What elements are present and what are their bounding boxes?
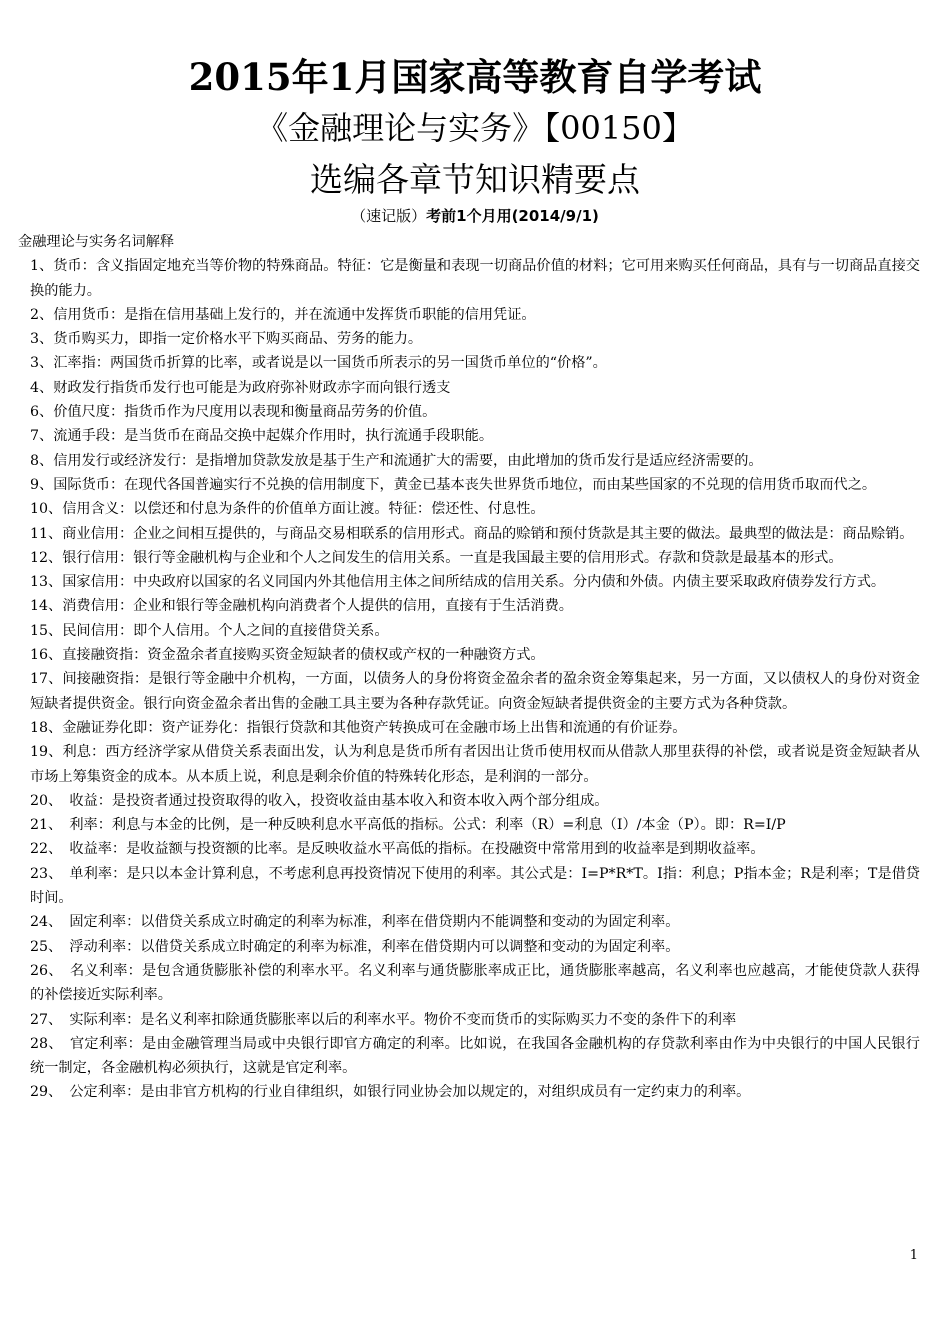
list-item: 19、利息：西方经济学家从借贷关系表面出发，认为利息是货币所有者因出让货币使用权而从借款人那里获得的补偿，或者说是资金短缺者从市场上筹集资金的成本。从本质上说，利息是剩余价值的特殊转化形态，是利润的一部分。 bbox=[30, 744, 920, 785]
list-item: 29、 公定利率：是由非官方机构的行业自律组织，如银行同业协会加以规定的，对组织成员有一定约束力的利率。 bbox=[30, 1084, 751, 1101]
list-item: 4、财政发行指货币发行也可能是为政府弥补财政赤字而向银行透支 bbox=[30, 379, 451, 396]
page-number: 1 bbox=[909, 1248, 918, 1263]
list-item: 21、 利率：利息与本金的比例，是一种反映利息水平高低的指标。公式：利率（R）=利息（I）/本金（P）。即：R=I/P bbox=[30, 817, 786, 834]
edition-note bbox=[0, 205, 950, 227]
list-item: 12、银行信用：银行等金融机构与企业和个人之间发生的信用关系。一直是我国最主要的信用形式。存款和贷款是最基本的形式。 bbox=[30, 549, 843, 566]
list-item: 23、 单利率：是只以本金计算利息，不考虑利息再投资情况下使用的利率。其公式是：I=P*R*T。I指：利息；P指本金；R是利率；T是借贷时间。 bbox=[30, 865, 920, 907]
list-item: 18、金融证券化即：资产证券化：指银行贷款和其他资产转换成可在金融市场上出售和流通的有价证券。 bbox=[30, 719, 687, 736]
list-item: 24、 固定利率：以借贷关系成立时确定的利率为标准，利率在借贷期内不能调整和变动的为固定利率。 bbox=[30, 914, 680, 931]
edition-date: 考前1个月用(2014/9/1) bbox=[426, 207, 599, 225]
list-item: 1、货币：含义指固定地充当等价物的特殊商品。特征：它是衡量和表现一切商品价值的材料；它可用来购买任何商品，具有与一切商品直接交换的能力。 bbox=[30, 258, 920, 299]
list-item: 22、 收益率：是收益额与投资额的比率。是反映收益水平高低的指标。在投融资中常常用到的收益率是到期收益率。 bbox=[30, 841, 765, 858]
section-title: 金融理论与实务名词解释 bbox=[18, 234, 175, 250]
list-item: 11、商业信用：企业之间相互提供的，与商品交易相联系的信用形式。商品的赊销和预付货款是其主要的做法。最典型的做法是：商品赊销。 bbox=[30, 525, 914, 542]
list-item: 6、价值尺度：指货币作为尺度用以表现和衡量商品劳务的价值。 bbox=[30, 404, 437, 421]
list-item: 2、信用货币：是指在信用基础上发行的，并在流通中发挥货币职能的信用凭证。 bbox=[30, 306, 536, 323]
list-item: 20、 收益：是投资者通过投资取得的收入，投资收益由基本收入和资本收入两个部分组成。 bbox=[30, 792, 609, 809]
list-item: 16、直接融资指：资金盈余者直接购买资金短缺者的债权或产权的一种融资方式。 bbox=[30, 647, 545, 664]
list-item: 9、国际货币：在现代各国普遍实行不兑换的信用制度下，黄金已基本丧失世界货币地位，而由某些国家的不兑现的信用货币取而代之。 bbox=[30, 476, 877, 493]
list-item: 15、民间信用：即个人信用。个人之间的直接借贷关系。 bbox=[30, 622, 389, 639]
list-item: 3、汇率指：两国货币折算的比率，或者说是以一国货币所表示的另一国货币单位的“价格”。 bbox=[30, 355, 607, 372]
list-item: 7、流通手段：是当货币在商品交换中起媒介作用时，执行流通手段职能。 bbox=[30, 428, 494, 445]
document-body bbox=[18, 230, 920, 1105]
list-item: 28、 官定利率：是由金融管理当局或中央银行即官方确定的利率。比如说，在我国各金融机构的存贷款利率由作为中央银行的中国人民银行统一制定，各金融机构必须执行，这就是官定利率。 bbox=[30, 1035, 920, 1077]
document-subtitle-heading: 选编各章节知识精要点 bbox=[310, 160, 640, 199]
document-title: 2015年1月国家高等教育自学考试 bbox=[188, 55, 762, 99]
list-item: 14、消费信用：企业和银行等金融机构向消费者个人提供的信用，直接有于生活消费。 bbox=[30, 598, 573, 615]
list-item: 8、信用发行或经济发行：是指增加贷款发放是基于生产和流通扩大的需要，由此增加的货币发行是适应经济需要的。 bbox=[30, 452, 763, 469]
list-item: 26、 名义利率：是包含通货膨胀补偿的利率水平。名义利率与通货膨胀率成正比，通货膨胀率越高，名义利率也应越高，才能使贷款人获得的补偿接近实际利率。 bbox=[30, 962, 920, 1004]
list-item: 17、间接融资指：是银行等金融中介机构，一方面，以债务人的身份将资金盈余者的盈余资金筹集起来，另一方面，又以债权人的身份对资金短缺者提供资金。银行向资金盈余者出售的金融工具主要为各种存款凭证。向资金短缺者提供资金的主要方式为各种贷款。 bbox=[30, 671, 920, 712]
edition-label: （速记版） bbox=[351, 207, 427, 225]
course-title: 《金融理论与实务》【00150】 bbox=[256, 109, 694, 147]
list-item: 10、信用含义：以偿还和付息为条件的价值单方面让渡。特征：偿还性、付息性。 bbox=[30, 501, 545, 518]
list-item: 25、 浮动利率：以借贷关系成立时确定的利率为标准，利率在借贷期内可以调整和变动的为固定利率。 bbox=[30, 938, 680, 955]
list-item: 13、国家信用：中央政府以国家的名义同国内外其他信用主体之间所结成的信用关系。分内债和外债。内债主要采取政府债券发行方式。 bbox=[30, 574, 886, 591]
list-item: 3、货币购买力，即指一定价格水平下购买商品、劳务的能力。 bbox=[30, 331, 423, 348]
list-item: 27、 实际利率：是名义利率扣除通货膨胀率以后的利率水平。物价不变而货币的实际购买力不变的条件下的利率 bbox=[30, 1011, 737, 1028]
